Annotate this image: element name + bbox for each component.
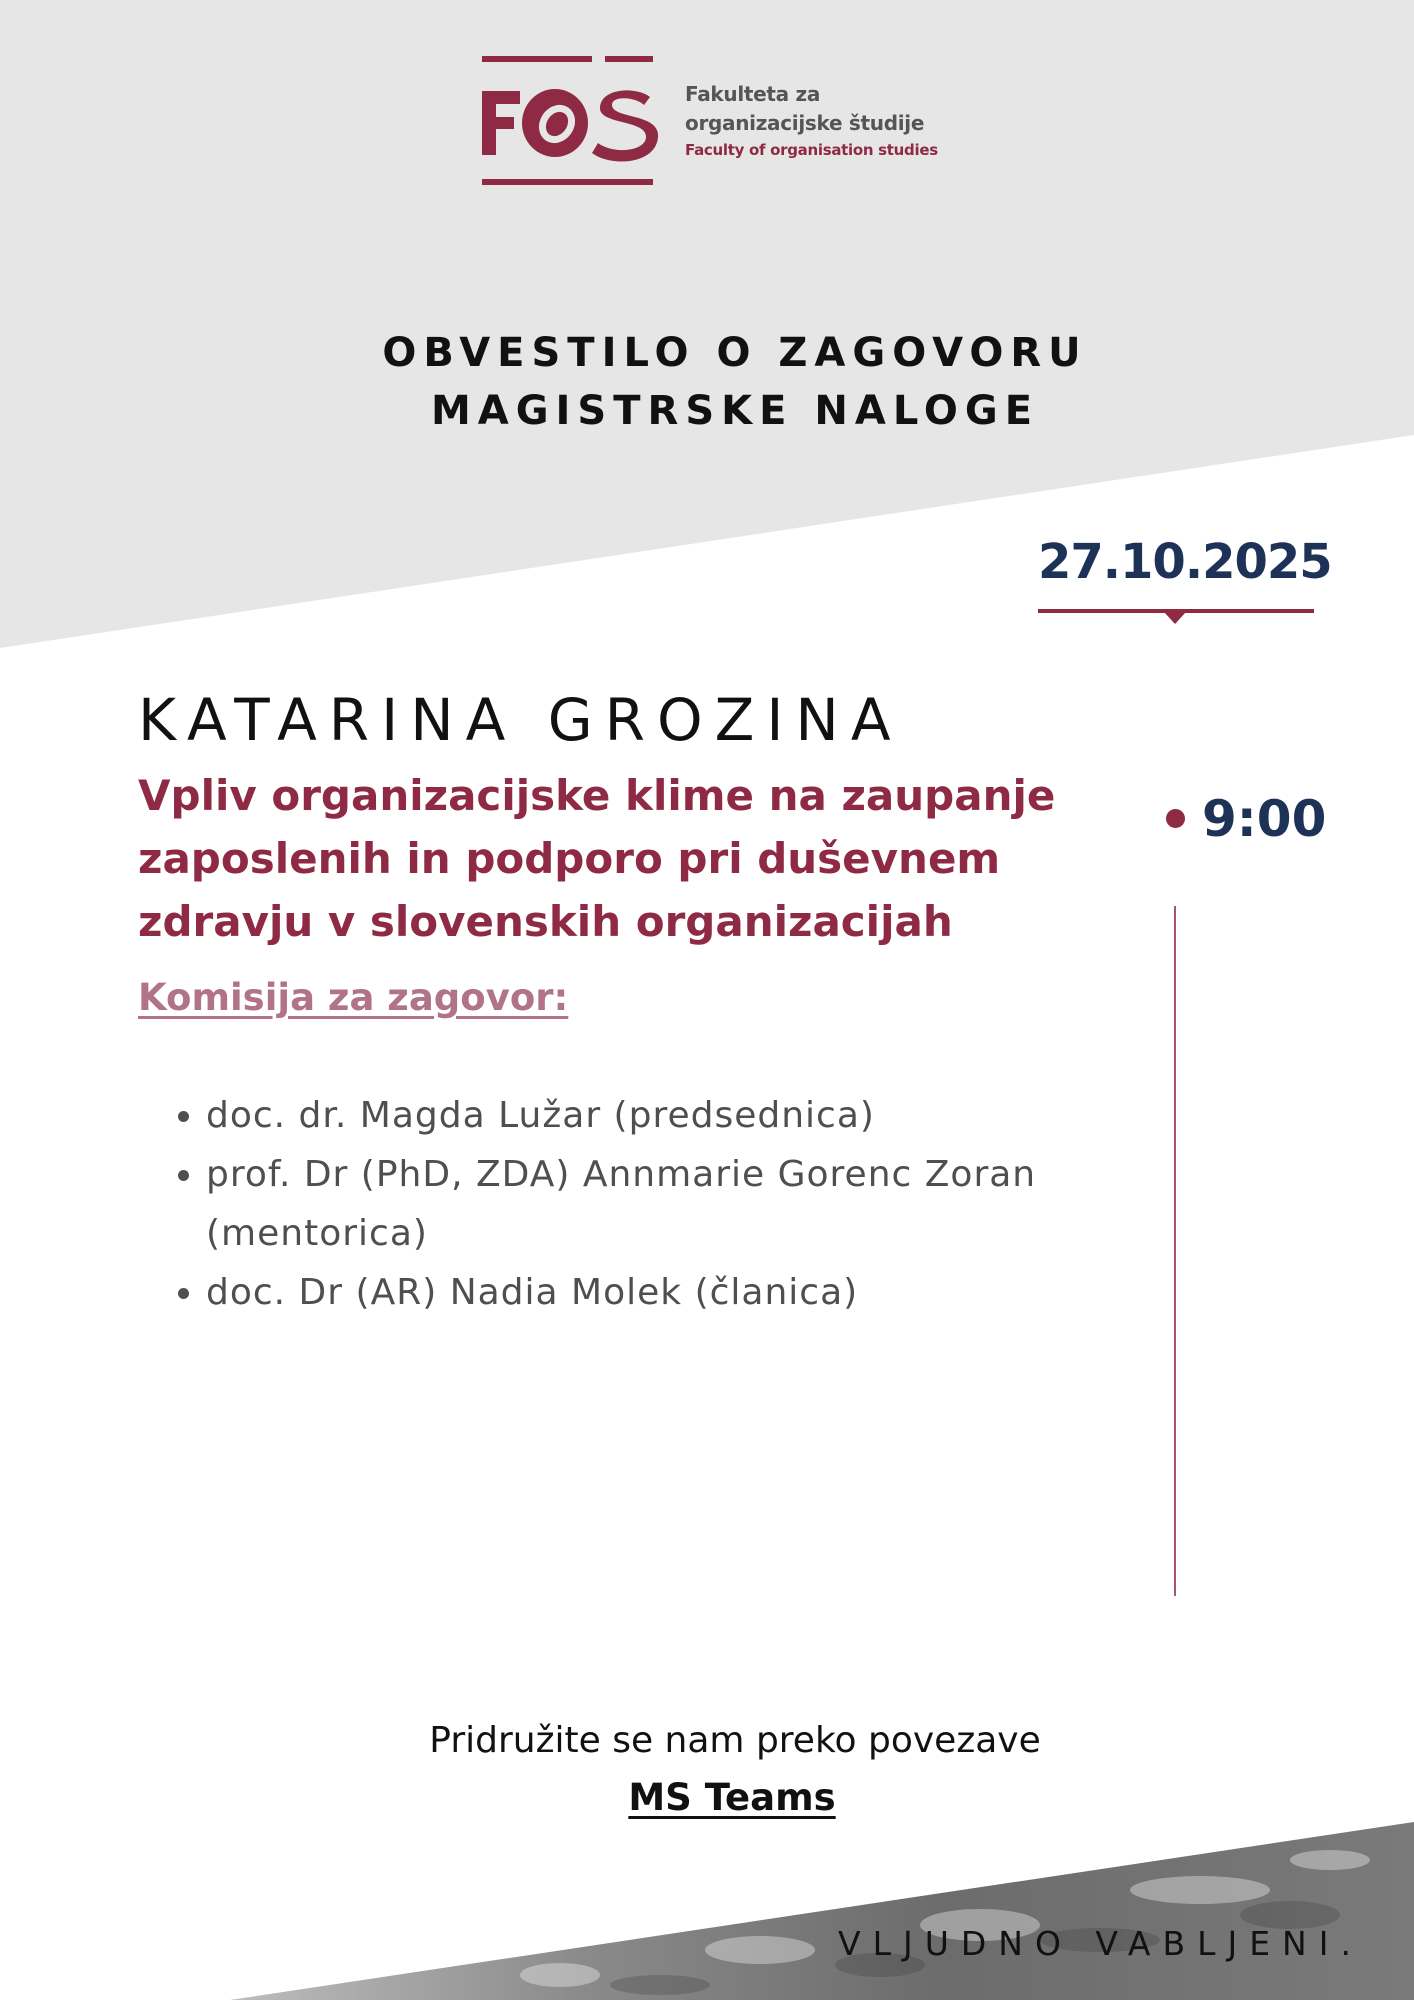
closing-text: VLJUDNO VABLJENI. [838,1924,1363,1963]
bottom-photo-band [230,1822,1414,2000]
timeline-rule [1174,906,1176,1596]
committee-member: • prof. Dr (PhD, ZDA) Annmarie Gorenc Zoran (mentorica) [206,1145,1166,1263]
committee-label: Komisija za zagovor: [138,976,569,1019]
committee-member: • doc. Dr (AR) Nadia Molek (članica) [206,1263,1166,1322]
headline-line-1: OBVESTILO O ZAGOVORU [382,330,1088,376]
candidate-name: KATARINA GROZINA [138,686,903,754]
ms-teams-link[interactable]: MS Teams [628,1776,836,1819]
join-text: Pridružite se nam preko povezave [429,1720,1041,1761]
thesis-title: Vpliv organizacijske klime na zaupanje zaposlenih in podporo pri duševnem zdravju v slovenskih organizacijah [138,771,1056,946]
date-pointer [1164,612,1186,624]
event-time: 9:00 [1202,790,1327,848]
logo-text [685,80,938,162]
headline-line-2: MAGISTRSKE NALOGE [430,388,1040,434]
logo-line-slovenian-2: organizacijske študije [685,111,925,135]
logo-line-slovenian-1: Fakulteta za [685,82,821,106]
event-date: 27.10.2025 [1038,534,1332,590]
committee-member: • doc. dr. Magda Lužar (predsednica) [206,1086,1166,1145]
time-bullet-dot [1166,809,1185,828]
committee-list [168,1086,1166,1322]
logo-line-english: Faculty of organisation studies [685,141,938,159]
